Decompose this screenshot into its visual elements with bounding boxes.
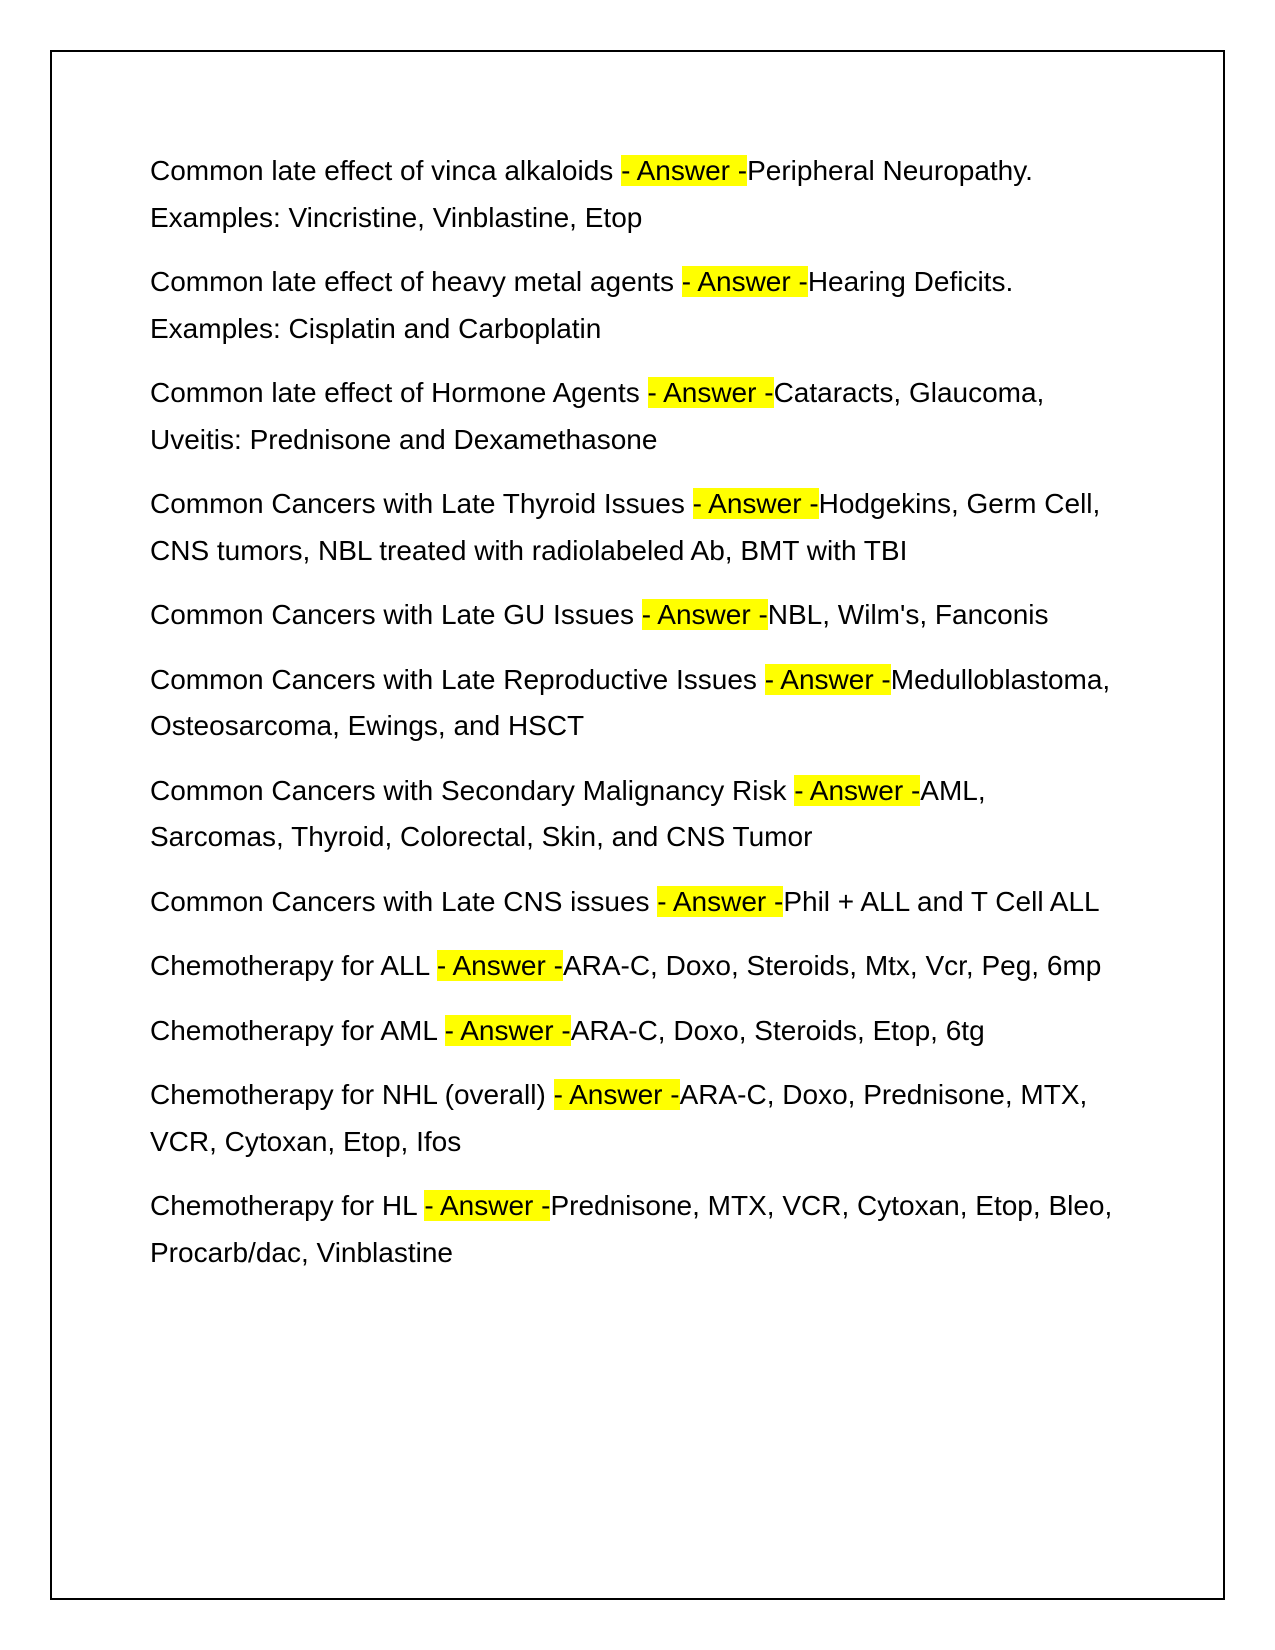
question-text: Common Cancers with Late Thyroid Issues — [150, 488, 693, 519]
answer-separator: - Answer - — [621, 155, 748, 186]
qa-item — [150, 879, 1125, 926]
qa-item — [150, 148, 1125, 241]
answer-text: Prednisone, MTX, VCR, Cytoxan, Etop, Bleo, Procarb/dac, Vinblastine — [150, 1190, 1113, 1268]
answer-text: Cataracts, Glaucoma, Uveitis: Prednisone and Dexamethasone — [150, 377, 1045, 455]
answer-text: NBL, Wilm's, Fanconis — [767, 599, 1049, 630]
answer-separator: - Answer - — [553, 1079, 680, 1110]
question-text: Common Cancers with Late CNS issues — [150, 885, 658, 917]
question-text: Common late effect of vinca alkaloids — [150, 155, 622, 186]
answer-text: Medulloblastoma, Osteosarcoma, Ewings, and HSCT — [150, 663, 1111, 741]
question-text: Common Cancers with Secondary Malignancy Risk — [150, 774, 795, 806]
answer-text: Hearing Deficits. Examples: Cisplatin and Carboplatin — [150, 266, 1014, 344]
answer-text: AML, Sarcomas, Thyroid, Colorectal, Skin, and CNS Tumor — [150, 774, 986, 852]
answer-separator: - Answer - — [424, 1190, 551, 1221]
qa-list — [150, 148, 1125, 1294]
qa-item — [150, 481, 1125, 574]
qa-item — [150, 592, 1125, 639]
answer-separator: - Answer - — [764, 663, 891, 695]
answer-text: Hodgekins, Germ Cell, CNS tumors, NBL treated with radiolabeled Ab, BMT with TBI — [150, 488, 1101, 566]
answer-separator: - Answer - — [657, 885, 784, 917]
answer-separator: - Answer - — [692, 488, 819, 519]
answer-separator: - Answer - — [794, 774, 921, 806]
answer-text: ARA-C, Doxo, Steroids, Etop, 6tg — [570, 1014, 985, 1046]
answer-separator: - Answer - — [444, 1014, 571, 1046]
answer-separator: - Answer - — [436, 950, 563, 981]
question-text: Chemotherapy for ALL — [150, 950, 437, 981]
qa-item — [150, 1072, 1125, 1165]
answer-text: ARA-C, Doxo, Steroids, Mtx, Vcr, Peg, 6mp — [562, 950, 1102, 981]
qa-item — [150, 1183, 1125, 1276]
qa-item — [150, 943, 1125, 990]
qa-item — [150, 657, 1125, 750]
question-text: Chemotherapy for HL — [150, 1190, 425, 1221]
qa-item — [150, 370, 1125, 463]
answer-text: Phil + ALL and T Cell ALL — [783, 885, 1100, 917]
question-text: Chemotherapy for NHL (overall) — [150, 1079, 554, 1110]
question-text: Common Cancers with Late Reproductive Issues — [150, 663, 765, 695]
question-text: Common late effect of heavy metal agents — [150, 266, 682, 297]
question-text: Common late effect of Hormone Agents — [150, 377, 648, 408]
answer-separator: - Answer - — [647, 377, 774, 408]
answer-text: Peripheral Neuropathy. Examples: Vincristine, Vinblastine, Etop — [150, 155, 1033, 233]
qa-item — [150, 1008, 1125, 1055]
qa-item — [150, 259, 1125, 352]
answer-separator: - Answer - — [681, 266, 808, 297]
question-text: Chemotherapy for AML — [150, 1014, 445, 1046]
answer-text: ARA-C, Doxo, Prednisone, MTX, VCR, Cytoxan, Etop, Ifos — [150, 1079, 1088, 1157]
qa-item — [150, 768, 1125, 861]
answer-separator: - Answer - — [641, 599, 768, 630]
question-text: Common Cancers with Late GU Issues — [150, 599, 642, 630]
